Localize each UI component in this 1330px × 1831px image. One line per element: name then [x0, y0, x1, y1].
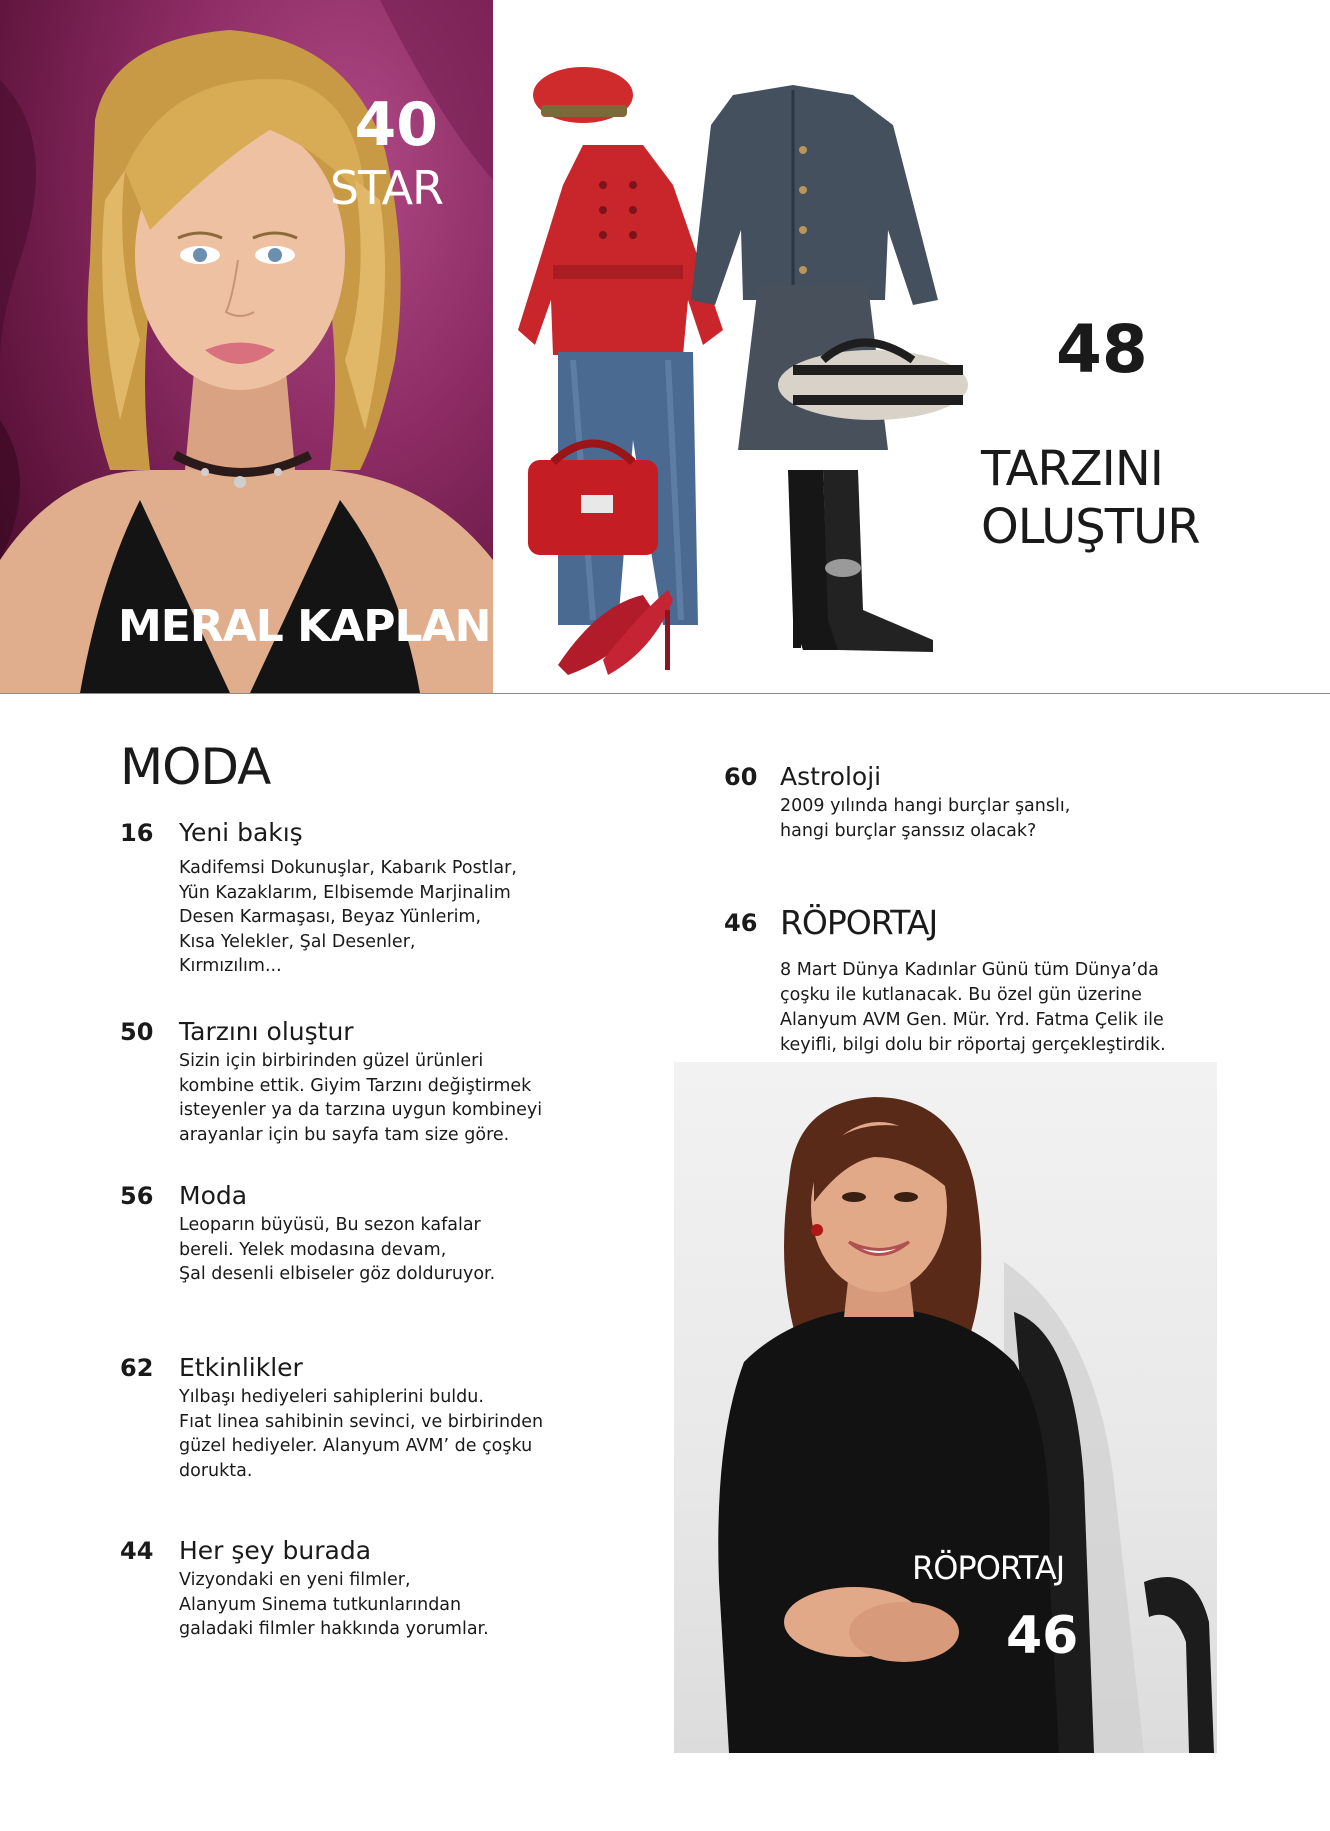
description-line: arayanlar için bu sayfa tam size göre. — [179, 1124, 510, 1145]
toc-entry-description — [179, 1213, 599, 1287]
toc-entry-title: Etkinlikler — [179, 1353, 303, 1382]
description-line: Kısa Yelekler, Şal Desenler, — [179, 931, 416, 952]
toc-page-number: 44 — [120, 1537, 154, 1565]
toc-entry-description — [179, 1385, 599, 1483]
description-line: Desen Karmaşası, Beyaz Yünlerim, — [179, 907, 482, 927]
style-page-number[interactable]: 48 — [1056, 311, 1148, 388]
toc-page-number: 56 — [120, 1182, 154, 1210]
interview-photo-label: RÖPORTAJ — [912, 1549, 1065, 1587]
description-line: Alanyum Sinema tutkunlarından — [179, 1594, 462, 1615]
description-line: kombine ettik. Giyim Tarzını değiştirmek — [179, 1075, 532, 1096]
denim-jacket-icon — [691, 85, 938, 305]
toc-page-number: 62 — [120, 1354, 154, 1382]
toc-entry-description — [179, 856, 599, 979]
style-title-line1: TARZINI — [981, 441, 1163, 497]
toc-entry-title: Tarzını oluştur — [179, 1017, 354, 1046]
description-line: 2009 yılında hangi burçlar şanslı, — [780, 796, 1071, 816]
description-line: isteyenler ya da tarzına uygun kombineyi — [179, 1100, 543, 1120]
grey-handbag-icon — [778, 350, 968, 420]
description-line: Kadifemsi Dokunuşlar, Kabarık Postlar, — [179, 858, 517, 878]
description-line: bereli. Yelek modasına devam, — [179, 1239, 447, 1260]
description-line: Alanyum AVM Gen. Mür. Yrd. Fatma Çelik ile — [780, 1010, 1164, 1030]
star-photo-panel — [0, 0, 493, 693]
toc-page-number: 46 — [724, 909, 758, 937]
toc-entry-title: Her şey burada — [179, 1536, 372, 1565]
style-section-title — [981, 440, 1200, 556]
description-line: Yılbaşı hediyeleri sahiplerini buldu. — [179, 1387, 484, 1407]
style-title-line2: OLUŞTUR — [981, 499, 1200, 555]
interview-portrait-illustration — [674, 1062, 1217, 1753]
toc-page-number: 16 — [120, 819, 154, 847]
toc-entry-description — [780, 794, 1220, 844]
toc-entry-description — [179, 1049, 599, 1147]
toc-entry-title: Moda — [179, 1181, 248, 1210]
toc-page-number: 50 — [120, 1018, 154, 1046]
section-divider — [0, 693, 1330, 694]
moda-heading: MODA — [120, 738, 271, 796]
description-line: Vizyondaki en yeni filmler, — [179, 1570, 411, 1590]
description-line: çoşku ile kutlanacak. Bu özel gün üzerine — [780, 985, 1142, 1005]
description-line: Şal desenli elbiseler göz dolduruyor. — [179, 1264, 496, 1284]
outfit-illustration — [493, 0, 1330, 693]
star-section-label: STAR — [329, 161, 443, 215]
description-line: güzel hediyeler. Alanyum AVM’ de çoşku — [179, 1436, 533, 1456]
star-celebrity-name: MERAL KAPLAN — [118, 601, 491, 652]
description-line: Yün Kazaklarım, Elbisemde Marjinalim — [179, 882, 511, 903]
description-line: dorukta. — [179, 1460, 253, 1481]
toc-entry-description — [179, 1568, 599, 1642]
description-line: Kırmızılım... — [179, 956, 282, 976]
toc-entry-description — [780, 958, 1220, 1058]
interview-photo — [674, 1062, 1217, 1753]
red-coat-icon — [518, 145, 723, 355]
description-line: Fıat linea sahibinin sevinci, ve birbirinden — [179, 1411, 544, 1432]
description-line: hangi burçlar şanssız olacak? — [780, 821, 1037, 841]
description-line: keyifli, bilgi dolu bir röportaj gerçekleştirdik. — [780, 1035, 1166, 1055]
description-line: 8 Mart Dünya Kadınlar Günü tüm Dünya’da — [780, 960, 1159, 980]
toc-entry-title: Astroloji — [780, 762, 882, 791]
interview-photo-page-number[interactable]: 46 — [1006, 1606, 1079, 1666]
toc-entry-title: Yeni bakış — [179, 818, 303, 847]
star-page-number[interactable]: 40 — [354, 90, 438, 160]
toc-page-number: 60 — [724, 763, 758, 791]
description-line: Leoparın büyüsü, Bu sezon kafalar — [179, 1215, 481, 1235]
description-line: galadaki filmler hakkında yorumlar. — [179, 1619, 489, 1639]
description-line: Sizin için birbirinden güzel ürünleri — [179, 1051, 484, 1071]
style-outfit-panel — [493, 0, 1330, 693]
toc-entry-title: RÖPORTAJ — [780, 903, 938, 942]
